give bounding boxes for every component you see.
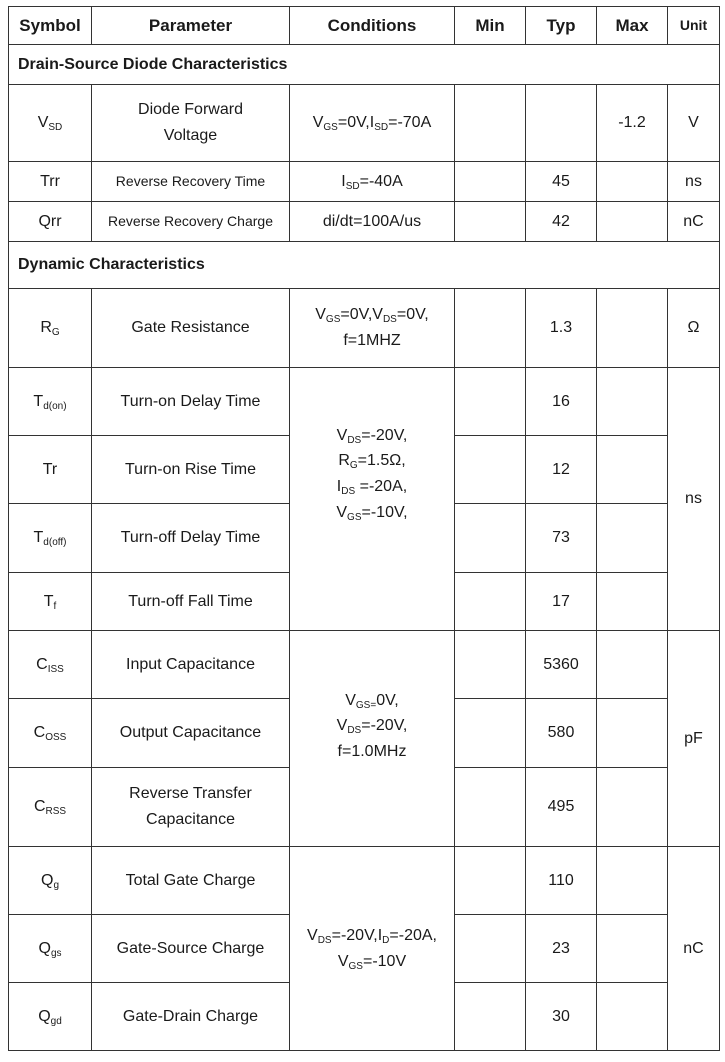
table-row: [9, 162, 720, 202]
unit-cell-capacitance: pF: [668, 631, 720, 847]
unit-cell-switching: ns: [668, 368, 720, 631]
section-row: [9, 45, 720, 85]
cond-text: f=1MHZ: [343, 332, 401, 349]
parameter-text: Diode Forward: [138, 101, 243, 119]
symbol-text: T: [43, 592, 54, 610]
cond-text: V: [315, 306, 326, 324]
symbol-subscript: G: [51, 327, 60, 339]
cond-text: =-10V,: [361, 503, 408, 521]
table-row: [9, 847, 720, 915]
table-row: [9, 85, 720, 162]
symbol-subscript: SD: [48, 122, 63, 134]
cond-sub: GS: [348, 960, 363, 972]
conditions-cell: [290, 85, 455, 162]
parameter-cell: [92, 768, 290, 847]
cond-text: =0V,I: [337, 114, 375, 132]
cond-sub: SD: [374, 122, 389, 134]
symbol-subscript: RSS: [45, 806, 67, 818]
cond-text: =-70A: [388, 114, 432, 132]
max-cell: [597, 436, 668, 504]
cond-sub: GS: [325, 314, 341, 326]
symbol-subscript: d(on): [43, 400, 67, 412]
typ-cell: 110: [526, 847, 597, 915]
conditions-cell: [290, 289, 455, 368]
min-cell: [455, 289, 526, 368]
min-cell: [455, 436, 526, 504]
symbol-subscript: d(off): [43, 537, 67, 549]
symbol-subscript: ISS: [47, 663, 64, 675]
typ-cell: 495: [526, 768, 597, 847]
symbol-cell: [9, 983, 92, 1051]
max-cell: [597, 983, 668, 1051]
typ-cell: 580: [526, 699, 597, 768]
cond-text: V: [336, 717, 348, 735]
cond-text: 0V,: [376, 691, 399, 709]
cond-text: V: [312, 114, 324, 132]
parameter-cell: Turn-off Fall Time: [92, 573, 290, 631]
symbol-cell: [9, 631, 92, 699]
symbol-cell: Qrr: [9, 202, 92, 242]
symbol-text: Q: [38, 939, 51, 957]
cond-text: V: [307, 926, 318, 944]
symbol-subscript: f: [53, 600, 57, 612]
unit-cell-charge: nC: [668, 847, 720, 1051]
cond-sub: GS: [323, 122, 338, 134]
typ-cell: 5360: [526, 631, 597, 699]
header-row: [9, 7, 720, 45]
max-cell: [597, 699, 668, 768]
parameter-cell: Turn-on Rise Time: [92, 436, 290, 504]
cond-sub: G: [349, 460, 358, 472]
header-symbol: Symbol: [9, 7, 92, 45]
min-cell: [455, 162, 526, 202]
cond-text: R: [338, 452, 350, 470]
parameter-cell: Turn-off Delay Time: [92, 504, 290, 573]
symbol-cell: [9, 289, 92, 368]
symbol-text: C: [33, 798, 46, 816]
typ-cell: 17: [526, 573, 597, 631]
electrical-characteristics-table: [8, 6, 720, 1051]
cond-text: V: [345, 691, 356, 709]
min-cell: [455, 847, 526, 915]
cond-text: V: [337, 952, 349, 970]
conditions-cell-charge: [290, 847, 455, 1051]
typ-cell: 42: [526, 202, 597, 242]
unit-cell: V: [668, 85, 720, 162]
parameter-cell: Gate Resistance: [92, 289, 290, 368]
max-cell: [597, 631, 668, 699]
symbol-cell: [9, 504, 92, 573]
parameter-cell: Turn-on Delay Time: [92, 368, 290, 436]
cond-sub: DS: [347, 725, 362, 737]
max-cell: [597, 202, 668, 242]
max-cell: [597, 368, 668, 436]
parameter-cell: [92, 85, 290, 162]
symbol-subscript: gd: [50, 1015, 62, 1027]
cond-text: =-40A: [359, 172, 403, 190]
table-row: [9, 368, 720, 436]
cond-sub: GS: [347, 511, 362, 523]
max-cell: [597, 847, 668, 915]
symbol-text: Q: [38, 1007, 51, 1025]
symbol-cell: [9, 85, 92, 162]
symbol-text: C: [36, 655, 48, 673]
cond-sub: DS: [347, 434, 362, 446]
unit-cell: ns: [668, 162, 720, 202]
cond-sub: DS: [382, 314, 397, 326]
symbol-cell: Tr: [9, 436, 92, 504]
max-cell: [597, 573, 668, 631]
min-cell: [455, 699, 526, 768]
min-cell: [455, 768, 526, 847]
cond-text: I: [341, 172, 346, 190]
parameter-cell: Total Gate Charge: [92, 847, 290, 915]
typ-cell: 1.3: [526, 289, 597, 368]
parameter-cell: Gate-Drain Charge: [92, 983, 290, 1051]
min-cell: [455, 573, 526, 631]
min-cell: [455, 983, 526, 1051]
typ-cell: 73: [526, 504, 597, 573]
symbol-cell: [9, 915, 92, 983]
table-row: [9, 289, 720, 368]
symbol-text: R: [40, 319, 52, 337]
symbol-cell: [9, 368, 92, 436]
min-cell: [455, 202, 526, 242]
symbol-text: V: [37, 114, 49, 132]
symbol-cell: Trr: [9, 162, 92, 202]
header-max: Max: [597, 7, 668, 45]
cond-sub: GS=: [355, 699, 377, 711]
typ-cell: 16: [526, 368, 597, 436]
symbol-cell: [9, 573, 92, 631]
header-conditions: Conditions: [290, 7, 455, 45]
parameter-text: Voltage: [163, 127, 218, 144]
typ-cell: 12: [526, 436, 597, 504]
max-cell: [597, 162, 668, 202]
parameter-cell: Output Capacitance: [92, 699, 290, 768]
cond-text: =-20A,: [389, 926, 437, 944]
parameter-cell: Input Capacitance: [92, 631, 290, 699]
parameter-text: Capacitance: [146, 811, 235, 828]
min-cell: [455, 504, 526, 573]
typ-cell: [526, 85, 597, 162]
symbol-text: Q: [40, 871, 54, 889]
cond-sub: D: [382, 934, 390, 946]
cond-text: =-20V,: [361, 717, 408, 735]
cond-text: =0V,: [396, 306, 429, 324]
conditions-cell: [290, 162, 455, 202]
section-dynamic: Dynamic Characteristics: [9, 242, 720, 289]
typ-cell: 30: [526, 983, 597, 1051]
conditions-cell: di/dt=100A/us: [290, 202, 455, 242]
symbol-subscript: g: [53, 879, 59, 891]
section-row: [9, 242, 720, 289]
cond-text: =-10V: [362, 952, 407, 970]
header-parameter: Parameter: [92, 7, 290, 45]
cond-text: V: [336, 503, 348, 521]
header-unit: Unit: [668, 7, 720, 45]
max-cell: [597, 915, 668, 983]
typ-cell: 23: [526, 915, 597, 983]
max-cell: [597, 768, 668, 847]
cond-text: =-20V,: [361, 426, 408, 444]
unit-cell: nC: [668, 202, 720, 242]
symbol-cell: [9, 699, 92, 768]
cond-text: V: [336, 426, 348, 444]
cond-text: I: [336, 478, 342, 495]
min-cell: [455, 915, 526, 983]
conditions-cell-switching: [290, 368, 455, 631]
symbol-subscript: gs: [50, 947, 62, 959]
max-cell: [597, 289, 668, 368]
parameter-cell: Reverse Recovery Time: [92, 162, 290, 202]
typ-cell: 45: [526, 162, 597, 202]
min-cell: [455, 85, 526, 162]
cond-sub: SD: [345, 180, 360, 192]
cond-text: f=1.0MHz: [337, 742, 407, 760]
symbol-cell: [9, 847, 92, 915]
symbol-text: C: [33, 724, 46, 742]
cond-sub: DS: [317, 934, 332, 946]
conditions-cell-capacitance: [290, 631, 455, 847]
max-cell: [597, 504, 668, 573]
cond-text: =1.5Ω,: [357, 452, 406, 470]
cond-sub: DS: [341, 486, 356, 497]
cond-text: =0V,V: [340, 306, 383, 324]
min-cell: [455, 631, 526, 699]
table-row: [9, 631, 720, 699]
parameter-cell: Gate-Source Charge: [92, 915, 290, 983]
cond-text: =-20A,: [355, 478, 408, 495]
parameter-text: Reverse Transfer: [129, 785, 252, 803]
max-cell: -1.2: [597, 85, 668, 162]
symbol-text: T: [33, 392, 44, 410]
section-diode: Drain-Source Diode Characteristics: [9, 45, 720, 85]
table-row: [9, 202, 720, 242]
unit-cell: Ω: [668, 289, 720, 368]
symbol-text: T: [33, 529, 44, 547]
symbol-subscript: OSS: [45, 732, 67, 744]
symbol-cell: [9, 768, 92, 847]
header-typ: Typ: [526, 7, 597, 45]
parameter-cell: Reverse Recovery Charge: [92, 202, 290, 242]
cond-text: =-20V,I: [331, 926, 383, 944]
header-min: Min: [455, 7, 526, 45]
min-cell: [455, 368, 526, 436]
